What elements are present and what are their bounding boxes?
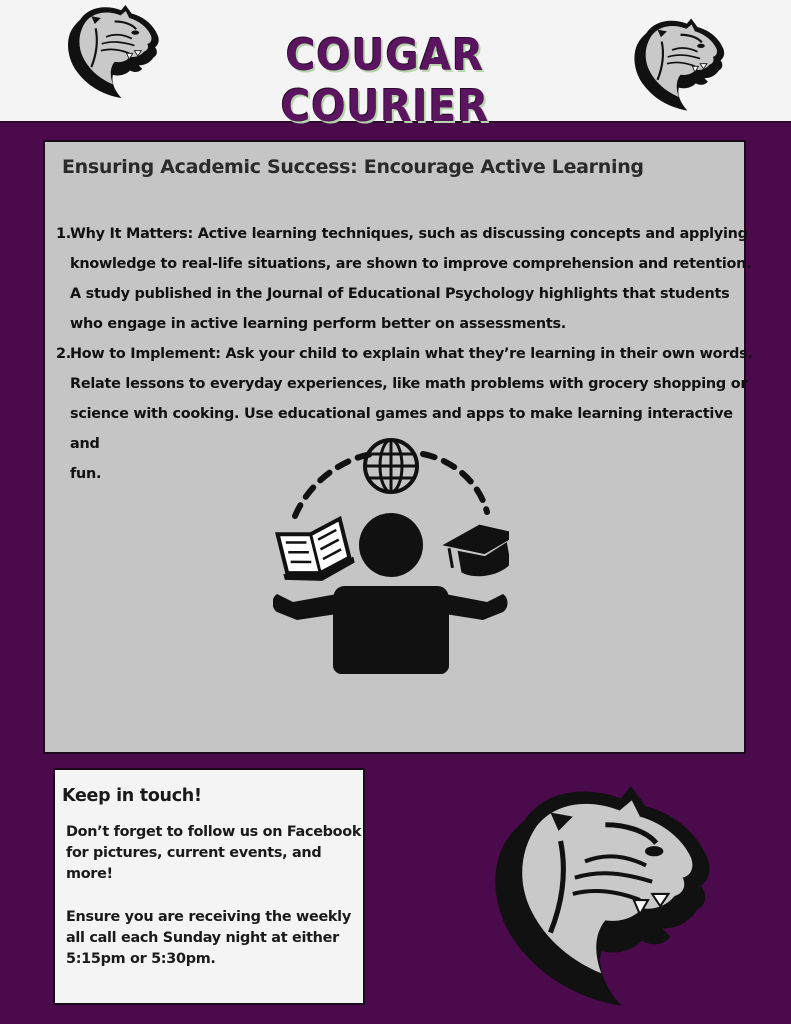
facebook-note — [66, 822, 364, 885]
text-line: more! — [66, 866, 113, 882]
text-line: Don’t forget to follow us on Facebook — [66, 824, 362, 840]
list-item-text — [70, 219, 756, 339]
text-line: 5:15pm or 5:30pm. — [66, 951, 216, 967]
text-line: knowledge to real-life situations, are shown to improve comprehension and retention. — [70, 256, 752, 272]
cougar-head-icon — [616, 16, 728, 114]
cougar-head-icon — [450, 780, 720, 1014]
list-item — [56, 219, 756, 339]
text-line: How to Implement: Ask your child to explain what they’re learning in their own words. — [70, 346, 753, 362]
cougar-head-icon — [50, 2, 162, 102]
text-line: Why It Matters: Active learning techniques, such as discussing concepts and applying — [70, 226, 748, 242]
juggling-learner-icon — [273, 434, 509, 674]
text-line: all call each Sunday night at either — [66, 930, 339, 946]
text-line: for pictures, current events, and — [66, 845, 322, 861]
text-line: A study published in the Journal of Educational Psychology highlights that students — [70, 286, 730, 302]
text-line: Relate lessons to everyday experiences, like math problems with grocery shopping or — [70, 376, 748, 392]
book-icon — [274, 518, 357, 590]
list-item-number: 2. — [56, 346, 71, 362]
article-title: Ensuring Academic Success: Encourage Active Learning — [62, 156, 644, 178]
contact-box — [53, 768, 365, 1005]
globe-icon — [365, 440, 417, 492]
graduation-cap-icon — [440, 518, 509, 582]
text-line: science with cooking. Use educational games and apps to make learning interactive and — [70, 406, 733, 452]
list-item-number: 1. — [56, 226, 71, 242]
contact-title: Keep in touch! — [62, 786, 202, 806]
text-line: who engage in active learning perform better on assessments. — [70, 316, 567, 332]
article-panel — [43, 140, 753, 754]
text-line: fun. — [70, 466, 102, 482]
text-line: Ensure you are receiving the weekly — [66, 909, 351, 925]
newsletter-title: COUGAR COURIER — [280, 30, 490, 132]
header — [0, 0, 791, 132]
all-call-note — [66, 907, 364, 970]
